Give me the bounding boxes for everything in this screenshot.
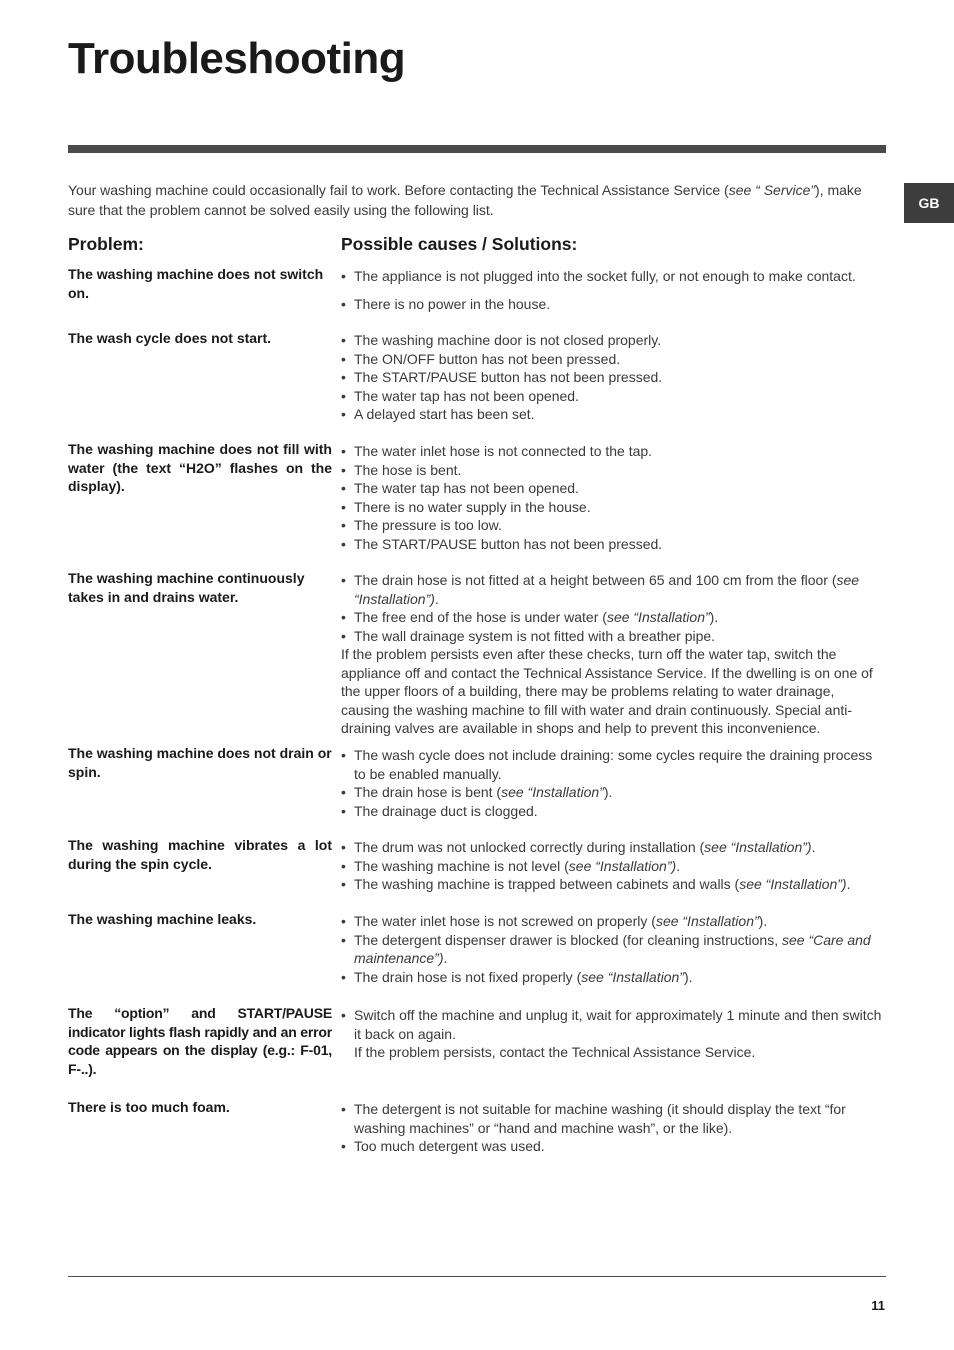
causes-list: [341, 838, 886, 894]
cause-item: [341, 875, 886, 894]
solutions-column-header: Possible causes / Solutions:: [341, 234, 578, 254]
problem-text: The washing machine vibrates a lot during the spin cycle.: [68, 837, 332, 872]
cause-text-after: ).: [683, 968, 693, 985]
cause-text-after: .: [846, 876, 851, 892]
cause-text: The water tap has not been opened.: [354, 480, 579, 496]
cause-item: [341, 968, 886, 987]
bullet-icon: •: [341, 535, 346, 552]
bullet-icon: •: [341, 913, 346, 929]
cause-text: The drain hose is not fitted at a height between 65 and 100 cm from the floor (: [354, 572, 837, 588]
cause-text: The drum was not unlocked correctly during installation (: [354, 839, 705, 855]
bullet-icon: •: [341, 1007, 346, 1023]
cause-item: [341, 498, 886, 517]
causes-list: [341, 1100, 886, 1156]
bullet-icon: •: [341, 931, 346, 948]
bullet-icon: •: [341, 498, 346, 515]
cause-text: Too much detergent was used.: [354, 1138, 545, 1154]
cause-item: [341, 442, 886, 461]
cause-text-after: .: [811, 839, 816, 855]
cause-text: The hose is bent.: [354, 461, 462, 478]
cause-item: [341, 838, 886, 857]
cause-text-after: ).: [709, 609, 719, 625]
cause-text: The detergent is not suitable for machine washing (it should display the text “for washing machines” or “hand and machine wash”, or the like).: [354, 1101, 846, 1136]
cause-item: [341, 783, 886, 802]
bullet-icon: •: [341, 784, 346, 800]
cause-item: [341, 802, 886, 821]
bullet-icon: •: [341, 968, 346, 985]
cause-text: The START/PAUSE button has not been pressed.: [354, 369, 663, 385]
cause-text: There is no power in the house.: [354, 295, 551, 312]
problem-text: The washing machine does not switch on.: [68, 266, 324, 301]
problem-text: The “option” and START/PAUSE indicator lights flash rapidly and an error code appears on the display (e.g.: F-01, F-..).: [68, 1005, 332, 1077]
causes-list: [341, 442, 886, 553]
cause-reference: see “Care and maintenance”): [354, 931, 871, 966]
problem-text: The washing machine continuously takes in and drains water.: [68, 570, 305, 605]
cause-item: [341, 516, 886, 535]
cause-text: A delayed start has been set.: [354, 406, 535, 422]
cause-item: [341, 350, 886, 369]
cause-item: [341, 267, 886, 286]
bullet-icon: •: [341, 387, 346, 404]
intro-text-before: Your washing machine could occasionally fail to work. Before contacting the Technical Assistance Service (: [68, 182, 729, 198]
bullet-icon: •: [341, 480, 346, 496]
cause-item: [341, 1006, 886, 1062]
bullet-icon: •: [341, 876, 346, 892]
language-tab: GB: [904, 183, 954, 223]
cause-item: [341, 331, 886, 350]
cause-item: [341, 368, 886, 387]
cause-item: [341, 1137, 886, 1156]
bullet-icon: •: [341, 350, 346, 367]
causes-list: [341, 912, 886, 986]
intro-text-after: ), make sure that the problem cannot be solved easily using the following list.: [68, 182, 862, 218]
page-number: 11: [871, 1298, 885, 1313]
cause-text: The pressure is too low.: [354, 517, 502, 533]
causes-list: [341, 331, 886, 424]
page-title: Troubleshooting: [68, 34, 406, 83]
cause-reference: see “Installation”): [739, 876, 847, 892]
causes-list: [341, 746, 886, 820]
cause-text-after: .: [443, 950, 448, 966]
cause-reference: see “Installation”: [606, 609, 710, 625]
cause-reference: see “Installation”): [568, 857, 677, 874]
bullet-icon: •: [341, 369, 346, 385]
cause-text: The washing machine is not level (: [354, 857, 569, 874]
bullet-icon: •: [341, 839, 346, 855]
problem-text: The washing machine does not fill with water (the text “H2O” flashes on the display).: [68, 441, 332, 494]
cause-item: [341, 571, 886, 608]
cause-reference: see “Installation”): [704, 839, 812, 855]
problem-text: There is too much foam.: [68, 1099, 230, 1115]
cause-item: [341, 405, 886, 424]
cause-text-after: .: [434, 590, 439, 607]
cause-text: The drainage duct is clogged.: [354, 802, 538, 819]
intro-service-reference: see “ Service”: [728, 182, 816, 198]
cause-note: If the problem persists even after these checks, turn off the water tap, switch the appliance off and contact the Technical Assistance Service. If the dwelling is on one of the upper floors of a building, there may be problems relating to water drainage, causing the washing machine to fill with water and drain continuously. Special anti-draining valves are available in shops and help to prevent this inconvenience.: [341, 646, 873, 736]
bullet-icon: •: [341, 802, 346, 819]
cause-text-after: ).: [603, 784, 613, 800]
bullet-icon: •: [341, 572, 346, 588]
cause-item: [341, 461, 886, 480]
bullet-icon: •: [341, 443, 346, 459]
cause-text: The detergent dispenser drawer is blocked (for cleaning instructions,: [354, 931, 782, 948]
cause-reference: see “Installation”: [655, 913, 759, 929]
cause-reference: see “Installation”: [581, 968, 684, 985]
cause-reference: see “Installation”: [501, 784, 604, 800]
problem-text: The washing machine leaks.: [68, 911, 257, 927]
cause-text: The washing machine is trapped between cabinets and walls (: [354, 876, 740, 892]
cause-text: The START/PAUSE button has not been pressed.: [354, 535, 663, 552]
cause-item: [341, 479, 886, 498]
cause-text: The water inlet hose is not connected to the tap.: [354, 443, 653, 459]
cause-item: [341, 627, 886, 646]
cause-text: There is no water supply in the house.: [354, 498, 591, 515]
bullet-icon: •: [341, 857, 346, 874]
bullet-icon: •: [341, 517, 346, 533]
cause-item: [341, 608, 886, 627]
problem-column-header: Problem:: [68, 234, 144, 254]
causes-list: [341, 265, 886, 313]
bullet-icon: •: [341, 461, 346, 478]
bullet-icon: •: [341, 295, 346, 312]
title-divider: [68, 145, 886, 153]
cause-text-after: .: [676, 857, 681, 874]
cause-item: [341, 1100, 886, 1137]
cause-text: Switch off the machine and unplug it, wait for approximately 1 minute and then switch it back on again.: [354, 1007, 882, 1042]
cause-item: [341, 912, 886, 931]
bullet-icon: •: [341, 1138, 346, 1154]
bullet-icon: •: [341, 406, 346, 422]
intro-paragraph: [68, 180, 868, 220]
cause-item: [341, 387, 886, 406]
cause-item: [341, 857, 886, 876]
cause-item: [341, 535, 886, 554]
cause-text: The water inlet hose is not screwed on properly (: [354, 913, 656, 929]
cause-text: The free end of the hose is under water (: [354, 609, 607, 625]
bullet-icon: •: [341, 609, 346, 625]
cause-followup: If the problem persists, contact the Technical Assistance Service.: [354, 1044, 756, 1060]
bullet-icon: •: [341, 332, 346, 348]
bullet-icon: •: [341, 627, 346, 644]
cause-text: The wash cycle does not include draining: some cycles require the draining process to be enabled manually.: [354, 747, 873, 782]
causes-list: [341, 1006, 886, 1062]
cause-item: [341, 746, 886, 783]
cause-text: The water tap has not been opened.: [354, 387, 579, 404]
cause-text-after: ).: [758, 913, 768, 929]
bullet-icon: •: [341, 268, 346, 284]
problem-text: The washing machine does not drain or spin.: [68, 745, 332, 780]
footer-divider: [68, 1276, 886, 1277]
cause-reference: see “Installation”): [354, 572, 860, 607]
cause-text: The wall drainage system is not fitted with a breather pipe.: [354, 627, 716, 644]
cause-text: The drain hose is bent (: [354, 784, 502, 800]
cause-item: [341, 295, 886, 314]
bullet-icon: •: [341, 747, 346, 763]
cause-text: The washing machine door is not closed properly.: [354, 332, 662, 348]
cause-text: The ON/OFF button has not been pressed.: [354, 350, 621, 367]
problem-text: The wash cycle does not start.: [68, 330, 272, 346]
causes-list: [341, 571, 886, 738]
cause-text: The appliance is not plugged into the socket fully, or not enough to make contact.: [354, 268, 856, 284]
cause-text: The drain hose is not fixed properly (: [354, 968, 582, 985]
cause-item: [341, 931, 886, 968]
bullet-icon: •: [341, 1101, 346, 1117]
